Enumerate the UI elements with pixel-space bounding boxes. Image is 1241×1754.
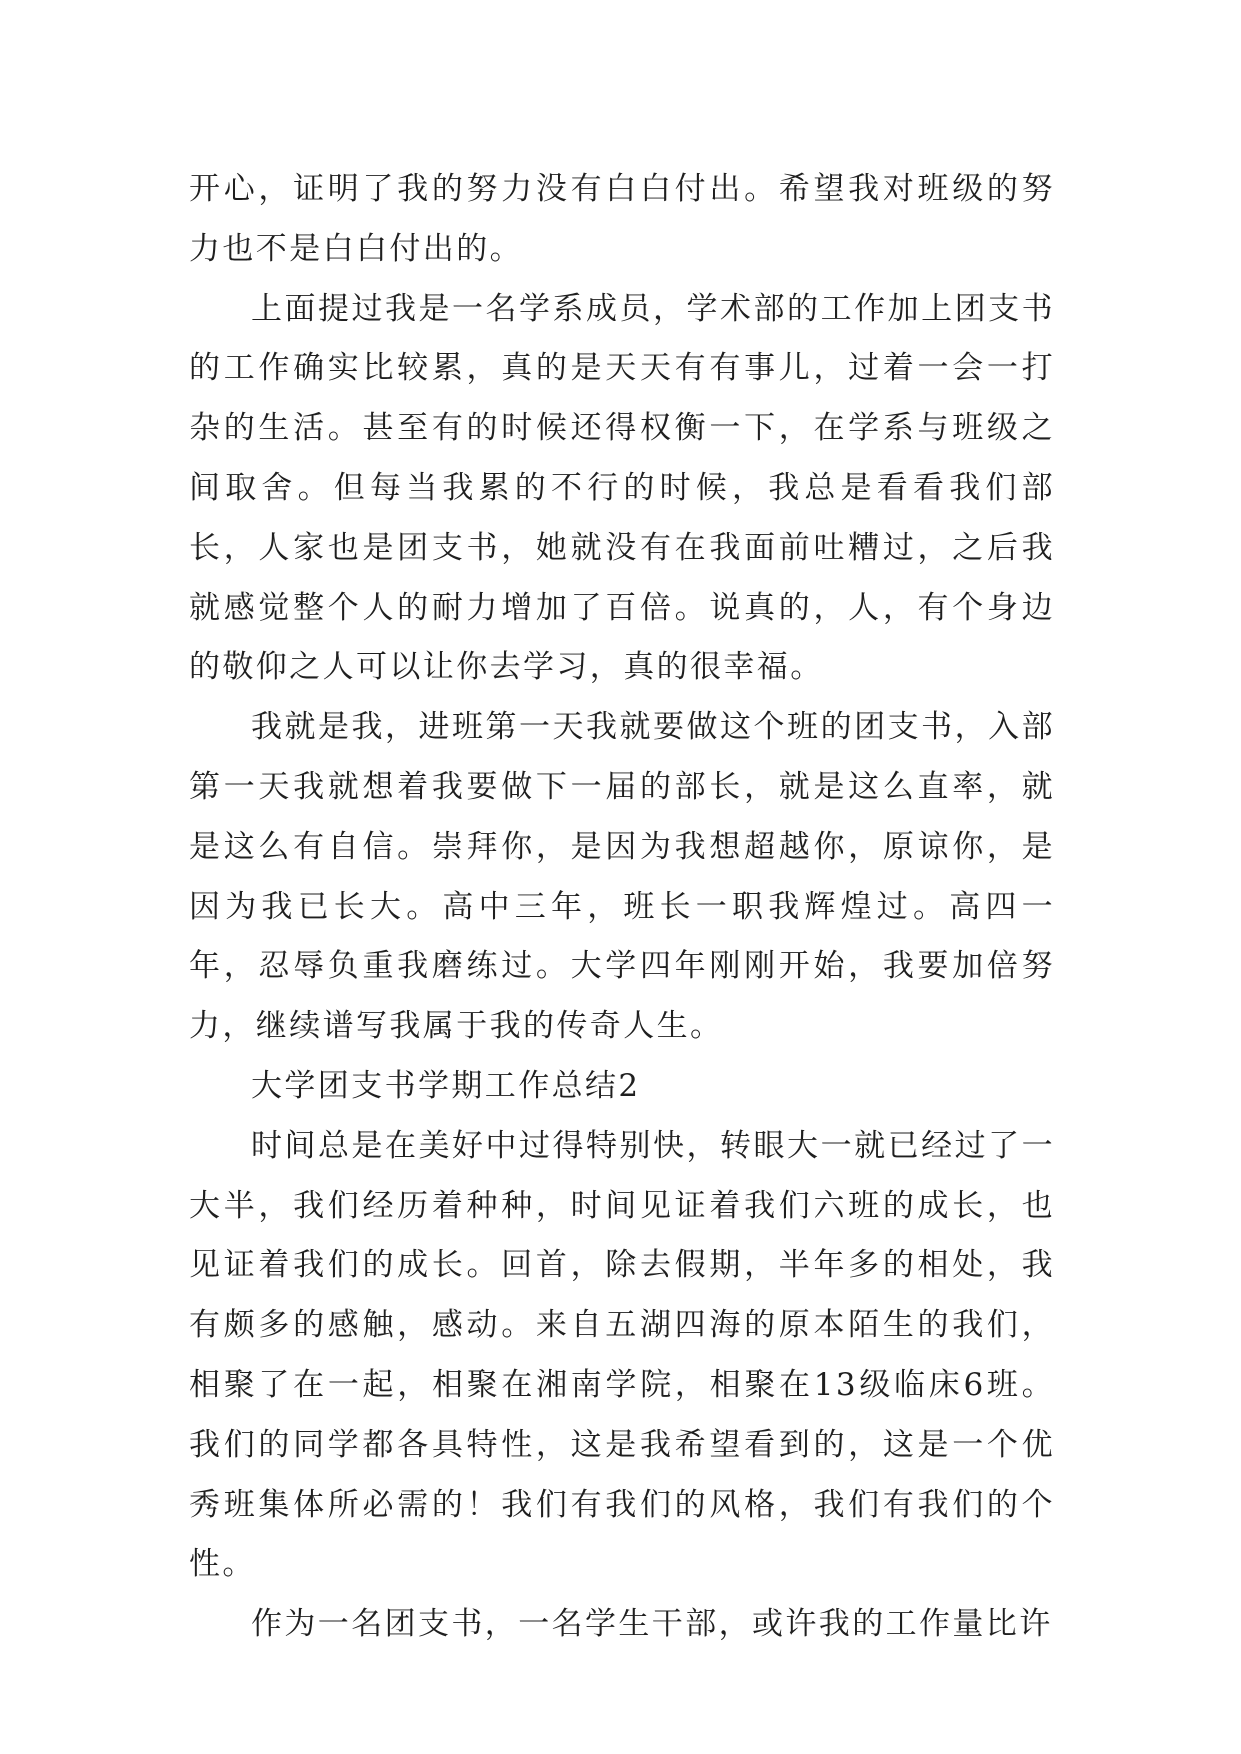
paragraph-student-department-work: 上面提过我是一名学系成员，学术部的工作加上团支书的工作确实比较累，真的是天天有有事儿，过着一会一打杂的生活。甚至有的时候还得权衡一下，在学系与班级之间取舍。但每当我累的不行的时候，我总是看看我们部长，人家也是团支书，她就没有在我面前吐糟过，之后我就感觉整个人的耐力增加了百倍。说真的，人，有个身边的敬仰之人可以让你去学习，真的很幸福。 bbox=[189, 290, 1055, 686]
paragraph-self-confidence: 我就是我，进班第一天我就要做这个班的团支书，入部第一天我就想着我要做下一届的部长，就是这么直率，就是这么有自信。崇拜你，是因为我想超越你，原谅你，是因为我已长大。高中三年，班长一职我辉煌过。高四一年，忍辱负重我磨练过。大学四年刚刚开始，我要加倍努力，继续谱写我属于我的传奇人生。 bbox=[189, 709, 1055, 1045]
paragraph-league-secretary-role: 作为一名团支书，一名学生干部，或许我的工作量比许 bbox=[251, 1606, 1053, 1643]
section-heading: 大学团支书学期工作总结2 bbox=[251, 1067, 641, 1104]
paragraph-class-growth: 时间总是在美好中过得特别快，转眼大一就已经过了一大半，我们经历着种种，时间见证着我们六班的成长，也见证着我们的成长。回首，除去假期，半年多的相处，我有颇多的感触，感动。来自五湖四海的原本陌生的我们，相聚了在一起，相聚在湘南学院，相聚在13级临床6班。我们的同学都各具特性，这是我希望看到的，这是一个优秀班集体所必需的！我们有我们的风格，我们有我们的个性。 bbox=[189, 1127, 1055, 1583]
document-body bbox=[189, 160, 1055, 1655]
paragraph-continuation: 开心，证明了我的努力没有白白付出。希望我对班级的努力也不是白白付出的。 bbox=[189, 171, 1055, 267]
